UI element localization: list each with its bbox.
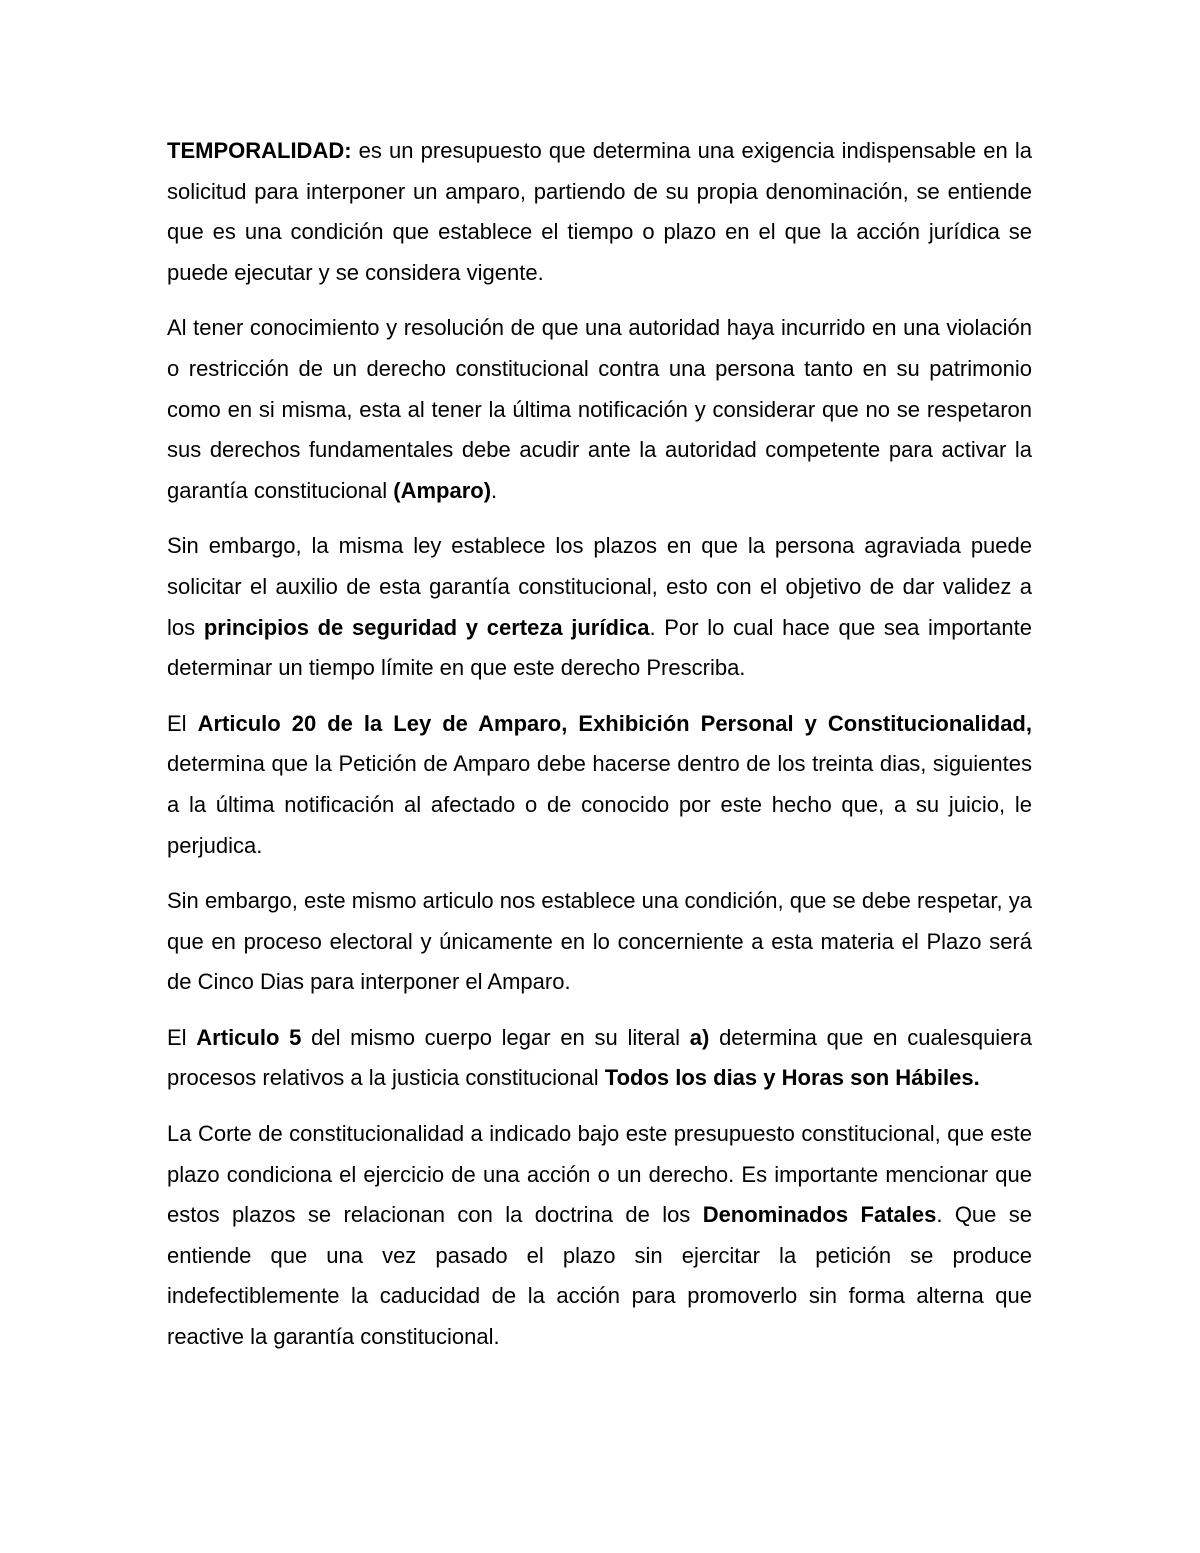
text-run: . Por lo cual hace que sea importante determinar un tiempo límite en que este derecho Prescriba. — [167, 614, 1032, 681]
paragraph-articulo-20 — [167, 704, 1032, 866]
text-run: . Que se entiende que una vez pasado el plazo sin ejercitar la petición se produce indefectiblemente la caducidad de la acción para promoverlo sin forma alterna que reactive la garantía constitucional. — [167, 1202, 1033, 1350]
text-run: Al tener conocimiento y resolución de que una autoridad haya incurrido en una violación o restricción de un derecho constitucional contra una persona tanto en su patrimonio como en si misma, esta al tener la última notificación y considerar que no se respetaron sus derechos fundamentales debe acudir ante la autoridad competente para activar la garantía constitucional — [167, 315, 1032, 503]
paragraph-articulo-5 — [167, 1018, 1032, 1099]
paragraph-conocimiento — [167, 308, 1032, 511]
text-run: determina que en cualesquiera procesos relativos a la justicia constitucional — [167, 1024, 1032, 1091]
bold-run: Denominados Fatales — [702, 1202, 937, 1228]
paragraph-condicion-electoral — [167, 881, 1032, 1003]
bold-run: (Amparo) — [393, 477, 492, 503]
text-run: es un presupuesto que determina una exigencia indispensable en la solicitud para interponer un amparo, partiendo de su propia denominación, se entiende que es una condición que establece el tiempo o plazo en el que la acción jurídica se puede ejecutar y se considera vigente. — [167, 138, 1032, 285]
text-run: El — [167, 1024, 197, 1050]
text-run: La Corte de constitucionalidad a indicado bajo este presupuesto constitucional, que este plazo condiciona el ejercicio de una acción o un derecho. Es importante mencionar que estos plazos se relacionan con la doctrina de los — [167, 1121, 1032, 1228]
text-run: del mismo cuerpo legar en su literal — [301, 1024, 690, 1050]
bold-run: a) — [689, 1024, 710, 1050]
bold-run: TEMPORALIDAD: — [167, 138, 352, 163]
bold-run: principios de seguridad y certeza jurídica — [203, 614, 650, 640]
bold-run: Articulo 5 — [196, 1024, 302, 1050]
bold-run: Articulo 20 de la Ley de Amparo, Exhibición Personal y Constitucionalidad, — [197, 710, 1032, 736]
paragraph-temporalidad — [167, 131, 1032, 293]
bold-run: Todos los dias y Horas son Hábiles. — [604, 1065, 980, 1091]
text-run: El — [167, 710, 198, 736]
paragraph-plazos — [167, 526, 1032, 688]
text-run: determina que la Petición de Amparo debe hacerse dentro de los treinta dias, siguientes a la última notificación al afectado o de conocido por este hecho que, a su juicio, le perjudica. — [167, 751, 1032, 858]
text-run: Sin embargo, la misma ley establece los plazos en que la persona agraviada puede solicitar el auxilio de esta garantía constitucional, esto con el objetivo de dar validez a los — [167, 533, 1032, 640]
document-page — [167, 131, 1032, 1373]
paragraph-corte — [167, 1114, 1032, 1358]
text-run: Sin embargo, este mismo articulo nos establece una condición, que se debe respetar, ya que en proceso electoral y únicamente en lo concerniente a esta materia el Plazo será de Cinco Dias para interponer el Amparo. — [167, 888, 1032, 995]
text-run: . — [491, 477, 498, 503]
